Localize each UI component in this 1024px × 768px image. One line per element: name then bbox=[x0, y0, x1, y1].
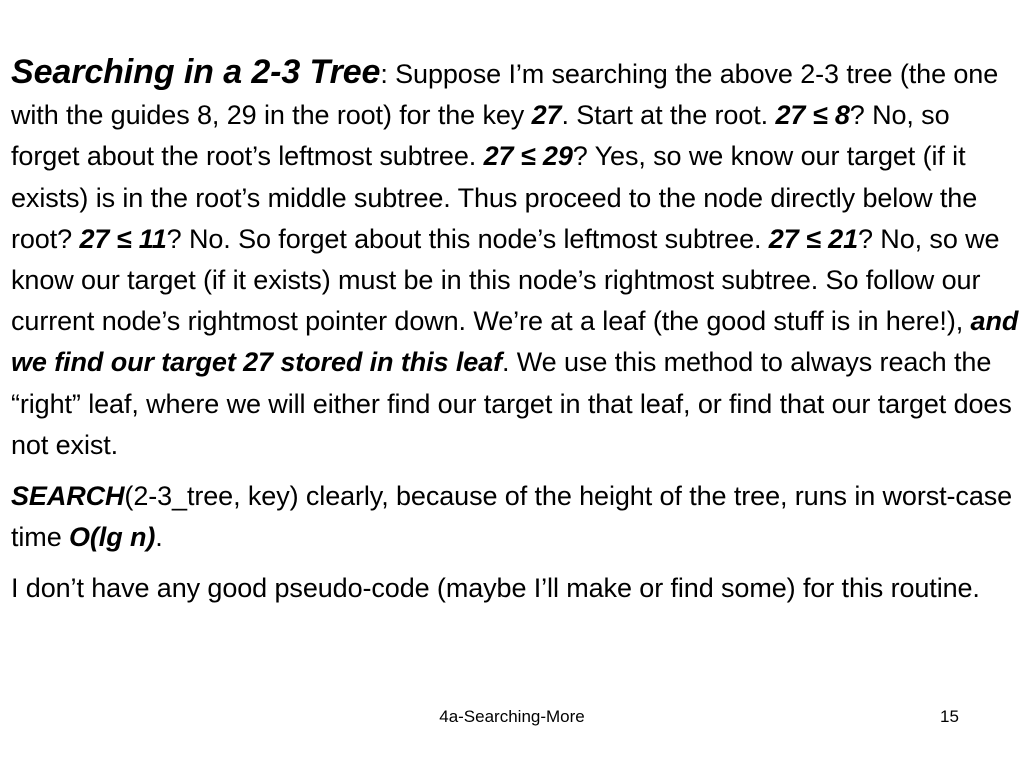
emphasis-comparison: 27 ≤ 21 bbox=[768, 223, 858, 254]
text-run: ? No, so forget about the root’s leftmost subtree. bbox=[11, 100, 950, 172]
text-run: . bbox=[155, 522, 163, 553]
slide-heading: Searching in a 2-3 Tree bbox=[11, 53, 381, 91]
paragraph-search-complexity bbox=[11, 476, 1019, 558]
page-number: 15 bbox=[940, 707, 959, 726]
text-run: (2-3_tree, key) clearly, because of the height of the tree, runs in worst-case time bbox=[11, 481, 1013, 553]
footer-title: 4a-Searching-More bbox=[439, 707, 585, 726]
emphasis-result: and we find our target 27 stored in this leaf bbox=[11, 306, 1019, 378]
emphasis-comparison: 27 ≤ 8 bbox=[775, 100, 850, 131]
text-run: . Start at the root. bbox=[561, 100, 776, 131]
emphasis-comparison: 27 ≤ 11 bbox=[79, 223, 167, 254]
emphasis-comparison: 27 ≤ 29 bbox=[483, 141, 573, 172]
emphasis-routine-name: SEARCH bbox=[11, 481, 125, 512]
text-run: I don’t have any good pseudo-code (maybe I’ll make or find some) for this routine. bbox=[11, 573, 980, 604]
text-run: ? No. So forget about this node’s leftmost subtree. bbox=[166, 223, 769, 254]
emphasis-complexity: O(lg n) bbox=[69, 522, 156, 553]
paragraph-pseudocode-note bbox=[11, 568, 1019, 609]
emphasis-key: 27 bbox=[531, 100, 562, 131]
text-run: . We use this method to always reach the “right” leaf, where we will either find our target in that leaf, or find that our target does not exist. bbox=[11, 347, 1012, 460]
paragraph-search-walkthrough bbox=[11, 52, 1019, 466]
text-run: : Suppose I’m searching the above 2-3 tree (the one with the guides 8, 29 in the root) for the key bbox=[11, 59, 999, 131]
slide-body bbox=[11, 52, 1019, 620]
text-run: ? Yes, so we know our target (if it exists) is in the root’s middle subtree. Thus proceed to the node directly below the root? bbox=[11, 141, 978, 254]
text-run: ? No, so we know our target (if it exists) must be in this node’s rightmost subtree. So follow our current node’s rightmost pointer down. We’re at a leaf (the good stuff is in here!), bbox=[11, 223, 1000, 337]
